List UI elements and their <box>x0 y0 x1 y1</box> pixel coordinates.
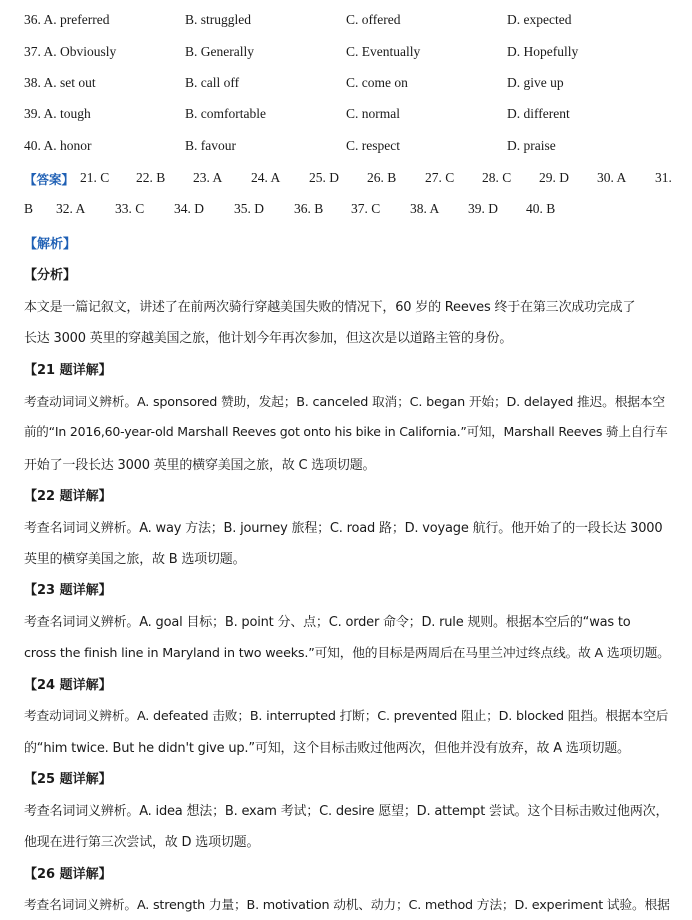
detail-line: 英里的横穿美国之旅，故 B 选项切题。 <box>24 552 246 567</box>
option-row-37 <box>24 44 684 66</box>
option-row-40 <box>24 138 684 160</box>
summary-line: 长达 3000 英里的穿越美国之旅，他计划今年再次参加，但这次是以道路主管的身份。 <box>24 331 513 346</box>
option-d: D. praise <box>507 138 556 153</box>
answer-item: 27. C <box>425 170 455 185</box>
option-c: C. come on <box>346 75 408 90</box>
answer-item: B <box>24 201 34 216</box>
answer-item: 34. D <box>174 201 204 216</box>
option-c: C. respect <box>346 138 400 153</box>
option-c: C. Eventually <box>346 44 421 59</box>
answer-item: 21. C <box>80 170 110 185</box>
answer-item: 30. A <box>597 170 627 185</box>
option-a: 39. A. tough <box>24 106 91 121</box>
option-d: D. give up <box>507 75 564 90</box>
answer-item: 35. D <box>234 201 264 216</box>
detail-line: 考查名词词义辨析。A. goal 目标；B. point 分、点；C. order 命令；D. rule 规则。根据本空后的“was to <box>24 615 631 630</box>
option-d: D. Hopefully <box>507 44 579 59</box>
option-row-39 <box>24 106 684 128</box>
answer-item: 37. C <box>351 201 381 216</box>
answer-label: 【答案】 <box>24 172 75 187</box>
answer-item: 32. A <box>56 201 86 216</box>
option-d: D. different <box>507 106 570 121</box>
option-a: 38. A. set out <box>24 75 96 90</box>
answer-item: 23. A <box>193 170 223 185</box>
option-c: C. normal <box>346 106 400 121</box>
answer-item: 33. C <box>115 201 145 216</box>
answer-line-1 <box>24 170 684 192</box>
answer-item: 39. D <box>468 201 498 216</box>
detail-line: 考查名词词义辨析。A. strength 力量；B. motivation 动机、动力；C. method 方法；D. experiment 试验。根据 <box>24 898 670 913</box>
detail-line: 前的“In 2016,60-year-old Marshall Reeves got onto his bike in California.”可知，Marshall Reeves 骑上自行车 <box>24 424 668 439</box>
answer-item: 29. D <box>539 170 569 185</box>
detail-line: 考查名词词义辨析。A. idea 想法；B. exam 考试；C. desire 愿望；D. attempt 尝试。这个目标击败过他两次， <box>24 804 669 819</box>
answer-item: 40. B <box>526 201 556 216</box>
answer-item: 38. A <box>410 201 440 216</box>
detail-heading-21: 【21 题详解】 <box>24 363 112 378</box>
detail-heading-23: 【23 题详解】 <box>24 583 112 598</box>
detail-line: cross the finish line in Maryland in two weeks.”可知，他的目标是两周后在马里兰冲过终点线。故 A 选项切题。 <box>24 646 670 661</box>
option-a: 40. A. honor <box>24 138 92 153</box>
detail-heading-22: 【22 题详解】 <box>24 489 112 504</box>
detail-line: 考查动词词义辨析。A. sponsored 赞助，发起；B. canceled 取消；C. began 开始；D. delayed 推迟。根据本空 <box>24 395 665 410</box>
option-row-36 <box>24 12 684 34</box>
answer-item: 22. B <box>136 170 166 185</box>
option-b: B. comfortable <box>185 106 266 121</box>
detail-line: 考查动词词义辨析。A. defeated 击败；B. interrupted 打断；C. prevented 阻止；D. blocked 阻挡。根据本空后 <box>24 709 669 724</box>
option-a: 36. A. preferred <box>24 12 110 27</box>
detail-heading-26: 【26 题详解】 <box>24 867 112 882</box>
summary-line: 本文是一篇记叙文，讲述了在前两次骑行穿越美国失败的情况下，60 岁的 Reeves 终于在第三次成功完成了 <box>24 300 636 315</box>
fenxi-heading: 【分析】 <box>24 268 77 283</box>
detail-line: 考查名词词义辨析。A. way 方法；B. journey 旅程；C. road 路；D. voyage 航行。他开始了的一段长达 3000 <box>24 521 663 536</box>
answer-item: 24. A <box>251 170 281 185</box>
option-a: 37. A. Obviously <box>24 44 117 59</box>
detail-line: 的“him twice. But he didn't give up.”可知，这个目标击败过他两次，但他并没有放弃，故 A 选项切题。 <box>24 741 630 756</box>
option-b: B. struggled <box>185 12 251 27</box>
detail-line: 他现在进行第三次尝试，故 D 选项切题。 <box>24 835 260 850</box>
answer-line-2 <box>24 201 684 223</box>
detail-heading-24: 【24 题详解】 <box>24 678 112 693</box>
option-b: B. call off <box>185 75 240 90</box>
detail-line: 开始了一段长达 3000 英里的横穿美国之旅，故 C 选项切题。 <box>24 458 376 473</box>
answer-item: 26. B <box>367 170 397 185</box>
answer-item: 31. <box>655 170 672 185</box>
option-c: C. offered <box>346 12 401 27</box>
answer-item: 36. B <box>294 201 324 216</box>
option-b: B. Generally <box>185 44 254 59</box>
option-b: B. favour <box>185 138 236 153</box>
analysis-heading: 【解析】 <box>24 237 77 252</box>
option-row-38 <box>24 75 684 97</box>
answer-item: 25. D <box>309 170 339 185</box>
answer-item: 28. C <box>482 170 512 185</box>
option-d: D. expected <box>507 12 572 27</box>
detail-heading-25: 【25 题详解】 <box>24 772 112 787</box>
